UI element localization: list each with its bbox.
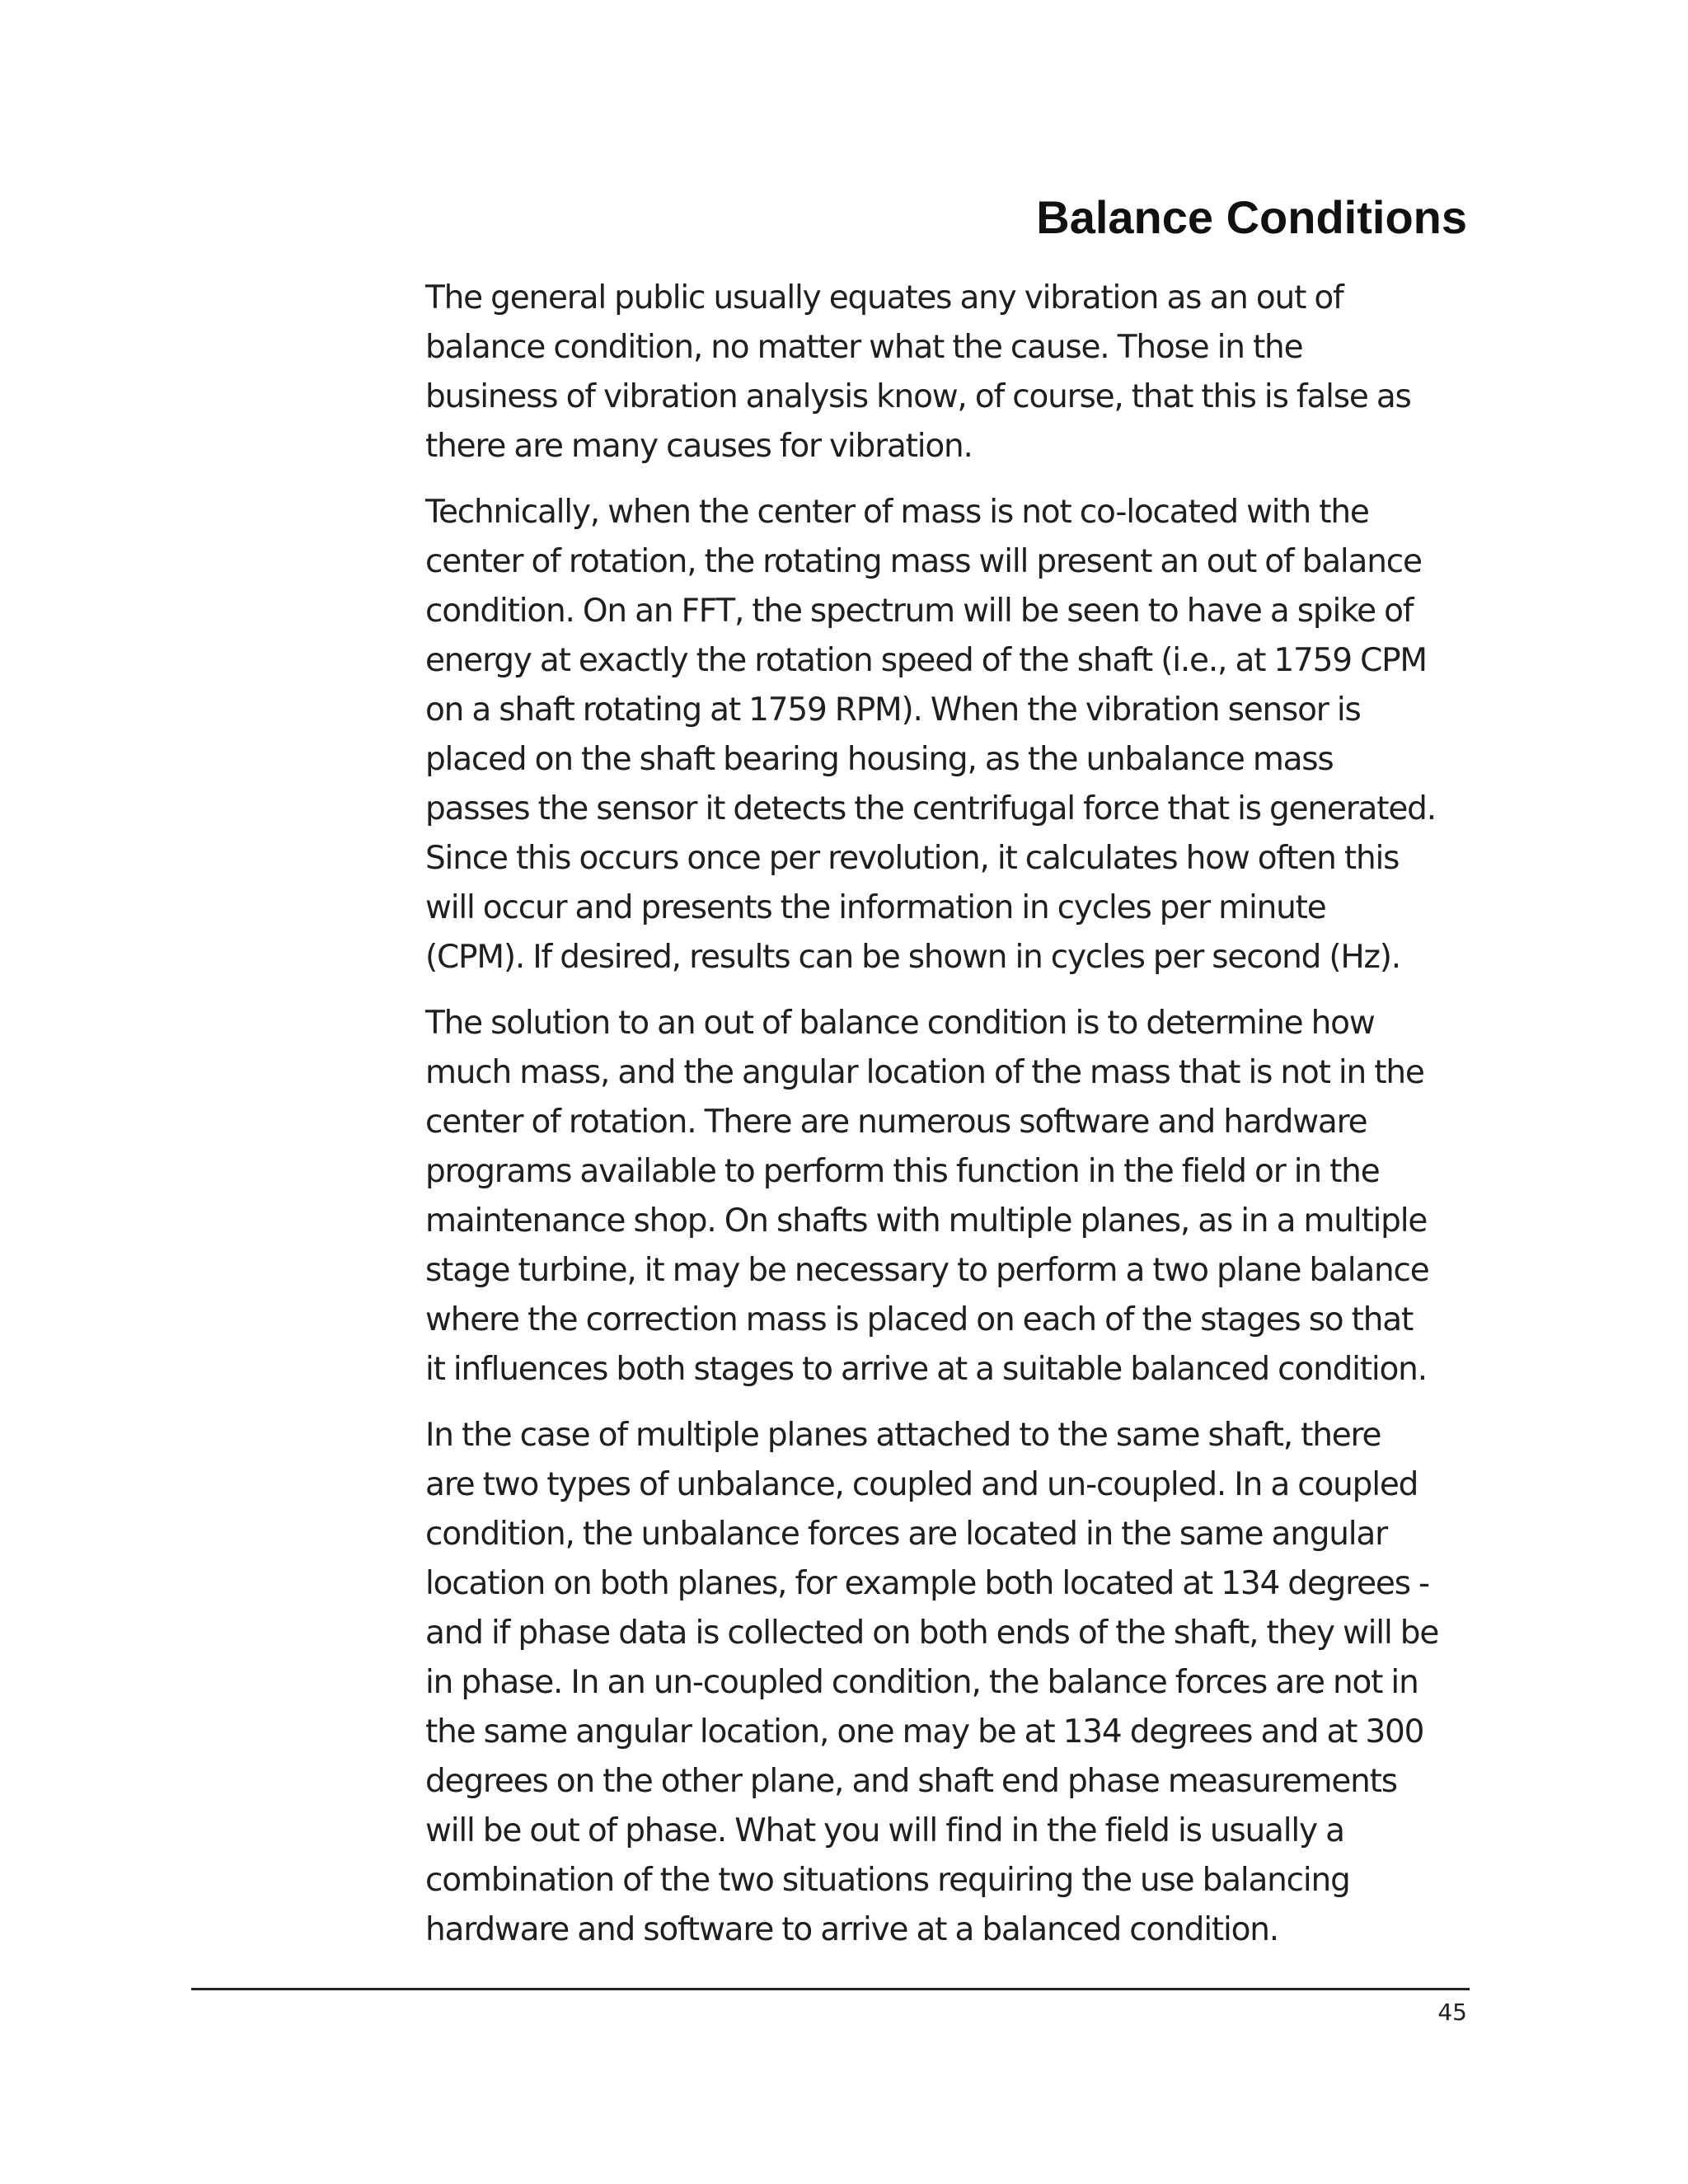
text-line: center of rotation. There are numerous software and hardware: [425, 1104, 1367, 1141]
paragraph: [425, 274, 1472, 471]
text-line: location on both planes, for example both located at 134 degrees -: [425, 1565, 1429, 1602]
text-line: and if phase data is collected on both ends of the shaft, they will be: [425, 1615, 1439, 1652]
text-line: maintenance shop. On shafts with multiple planes, as in a multiple: [425, 1202, 1428, 1240]
text-line: The solution to an out of balance condition is to determine how: [425, 1005, 1375, 1042]
paragraph: [425, 488, 1472, 982]
text-line: Since this occurs once per revolution, it calculates how often this: [425, 840, 1400, 877]
text-line: will be out of phase. What you will find in the field is usually a: [425, 1812, 1344, 1849]
text-line: there are many causes for vibration.: [425, 428, 973, 465]
text-line: much mass, and the angular location of the mass that is not in the: [425, 1054, 1424, 1091]
paragraph: [425, 999, 1472, 1394]
text-line: business of vibration analysis know, of course, that this is false as: [425, 378, 1411, 415]
text-line: hardware and software to arrive at a balanced condition.: [425, 1911, 1278, 1948]
text-line: will occur and presents the information in cycles per minute: [425, 889, 1326, 926]
text-line: are two types of unbalance, coupled and un-coupled. In a coupled: [425, 1466, 1418, 1503]
text-line: stage turbine, it may be necessary to perform a two plane balance: [425, 1252, 1429, 1289]
text-line: balance condition, no matter what the cause. Those in the: [425, 329, 1303, 366]
text-line: it influences both stages to arrive at a suitable balanced condition.: [425, 1351, 1427, 1388]
text-line: degrees on the other plane, and shaft end phase measurements: [425, 1763, 1397, 1800]
text-line: programs available to perform this function in the field or in the: [425, 1153, 1380, 1190]
text-line: energy at exactly the rotation speed of the shaft (i.e., at 1759 CPM: [425, 642, 1427, 679]
text-line: placed on the shaft bearing housing, as the unbalance mass: [425, 741, 1334, 778]
text-line: center of rotation, the rotating mass will present an out of balance: [425, 543, 1422, 580]
body-text: [425, 274, 1472, 1971]
text-line: the same angular location, one may be at 134 degrees and at 300: [425, 1713, 1424, 1750]
text-line: on a shaft rotating at 1759 RPM). When the vibration sensor is: [425, 691, 1361, 729]
footer-divider: [191, 1988, 1470, 1990]
page-number: 45: [1437, 1999, 1467, 2026]
text-line: The general public usually equates any vibration as an out of: [425, 279, 1343, 316]
text-line: condition. On an FFT, the spectrum will be seen to have a spike of: [425, 593, 1414, 630]
text-line: combination of the two situations requiring the use balancing: [425, 1862, 1350, 1899]
text-line: passes the sensor it detects the centrifugal force that is generated.: [425, 790, 1436, 827]
text-line: Technically, when the center of mass is not co-located with the: [425, 494, 1369, 531]
text-line: (CPM). If desired, results can be shown in cycles per second (Hz).: [425, 939, 1400, 976]
text-line: where the correction mass is placed on each of the stages so that: [425, 1301, 1414, 1338]
text-line: in phase. In an un-coupled condition, the balance forces are not in: [425, 1664, 1418, 1701]
text-line: condition, the unbalance forces are located in the same angular: [425, 1516, 1387, 1553]
text-line: In the case of multiple planes attached to the same shaft, there: [425, 1417, 1381, 1454]
paragraph: [425, 1411, 1472, 1955]
page-title: Balance Conditions: [1036, 191, 1467, 243]
